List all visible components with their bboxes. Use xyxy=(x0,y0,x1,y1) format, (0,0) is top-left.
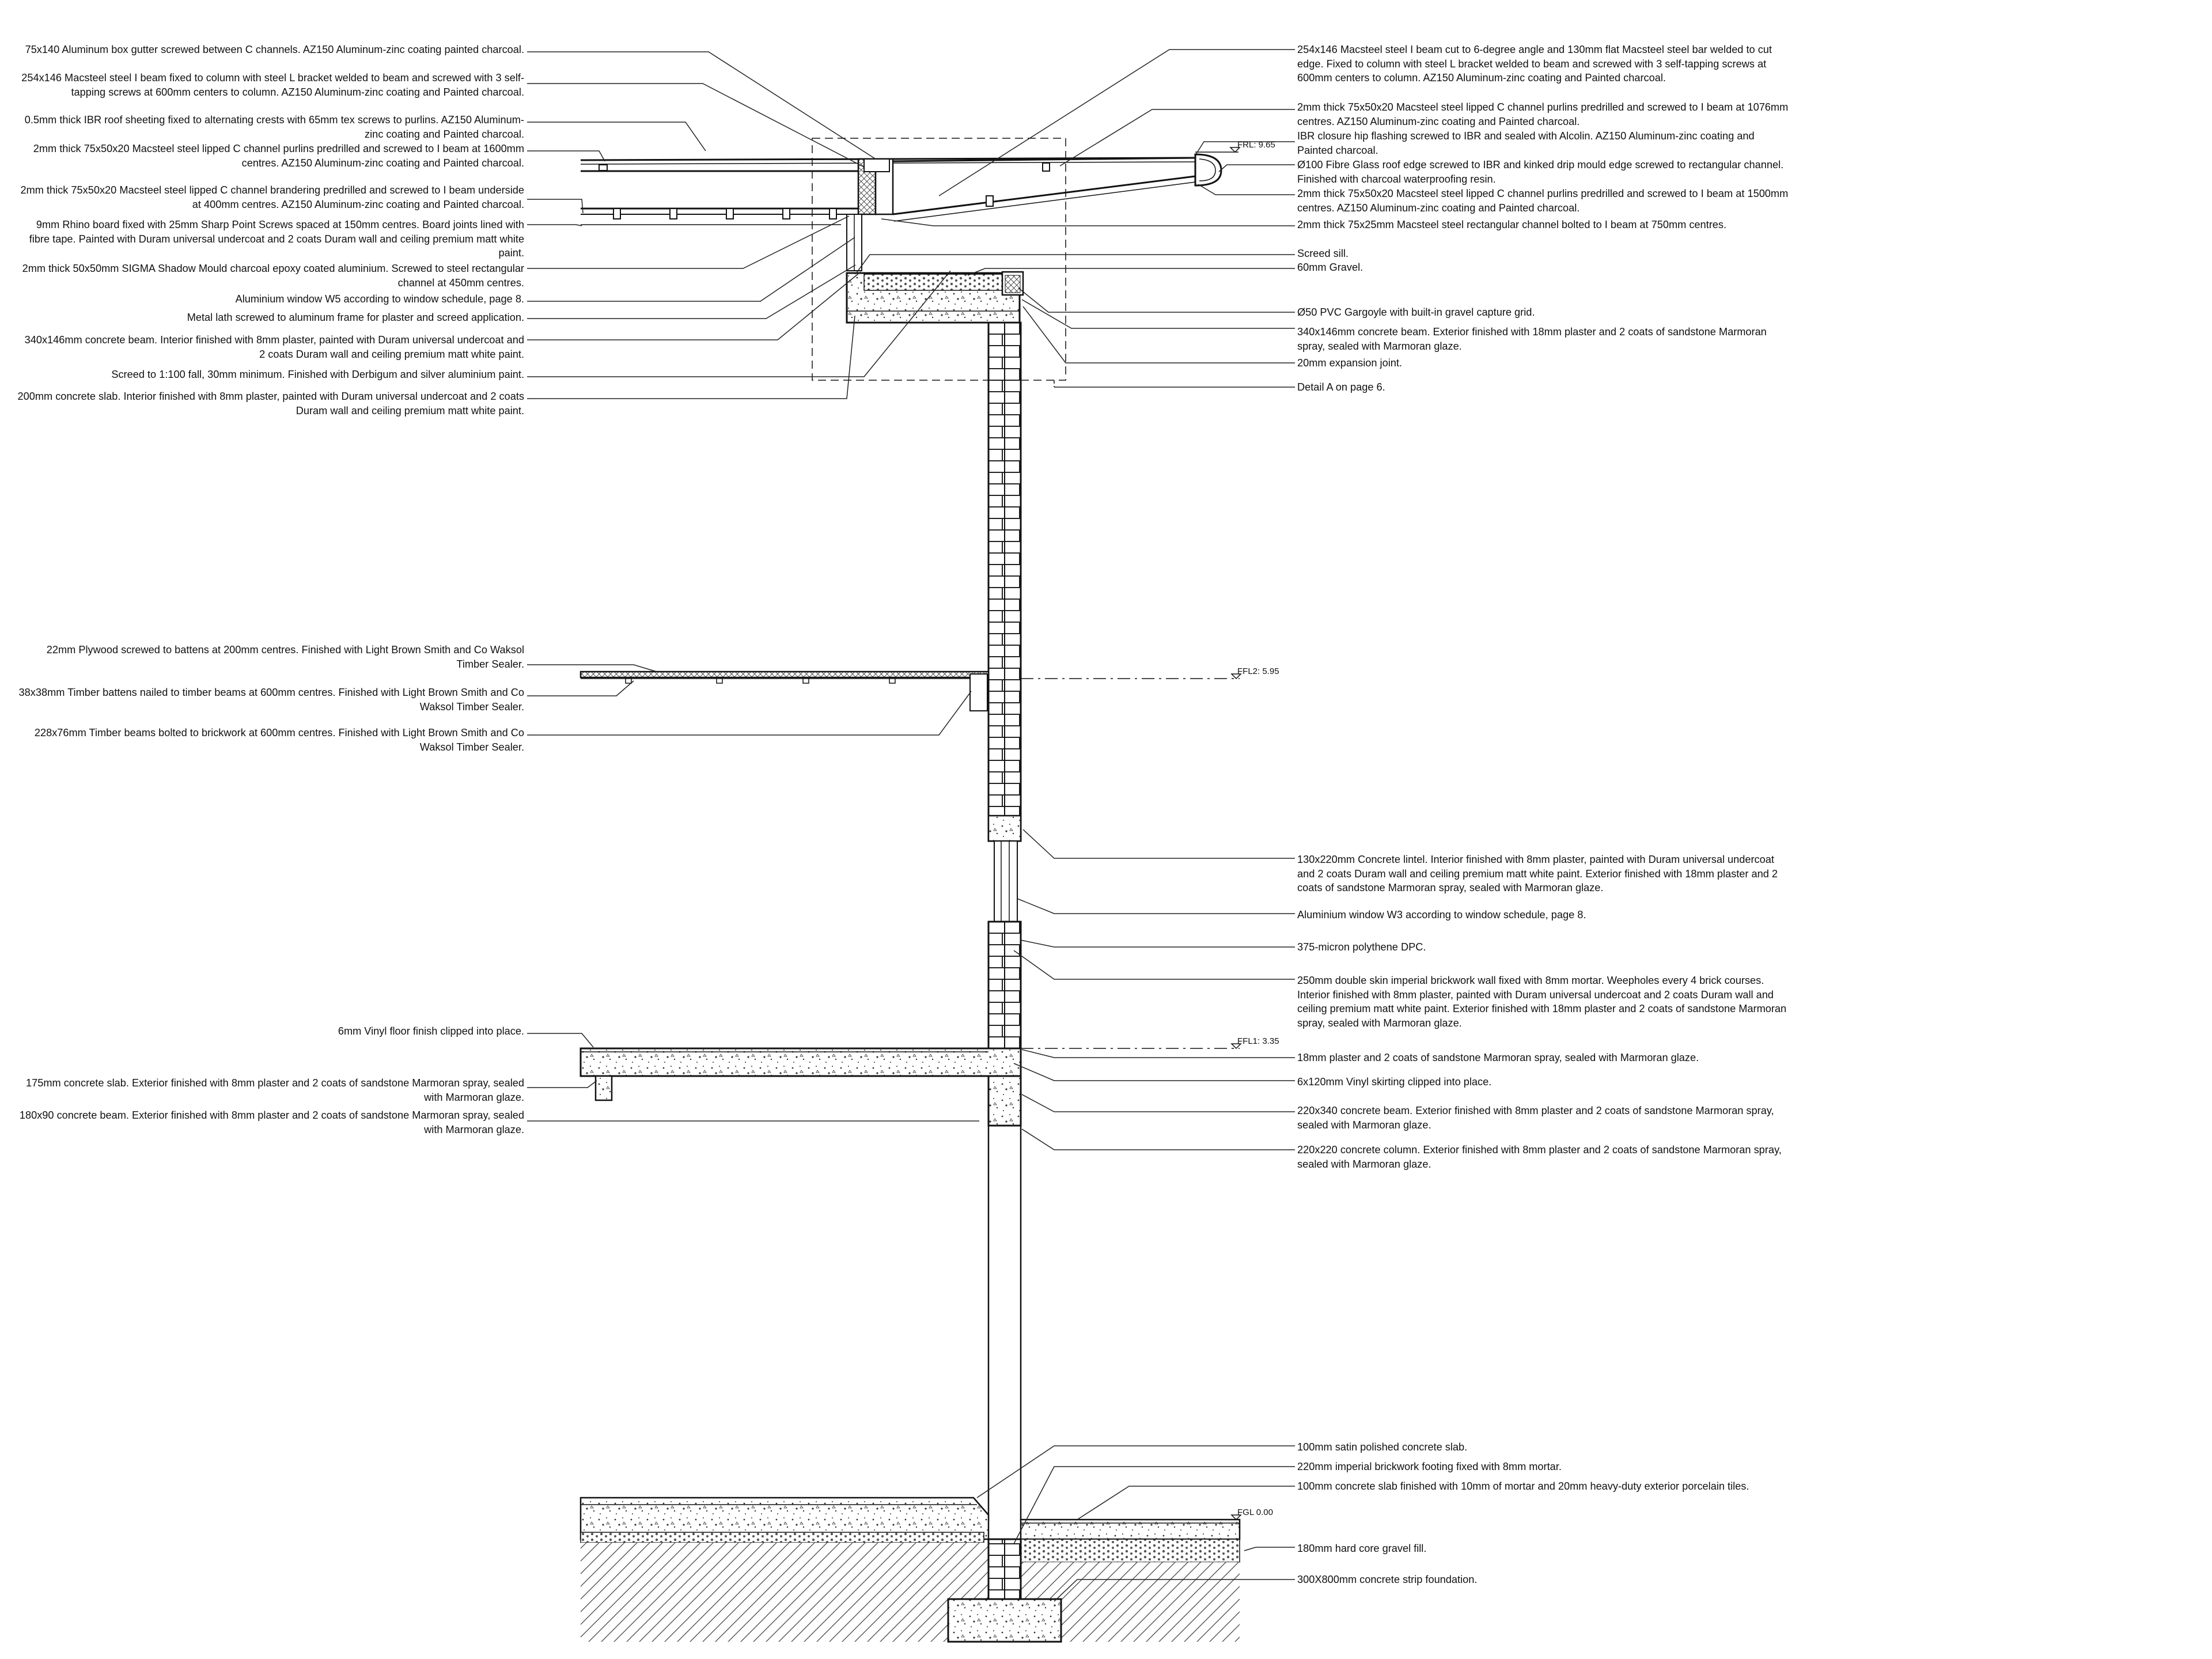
annotation-strip-foundation: 300X800mm concrete strip foundation. xyxy=(1297,1574,1478,1585)
annotation-gravel: 60mm Gravel. xyxy=(1297,262,1363,273)
annotation-steel-i-beam: 254x146 Macsteel steel I beam fixed to column with steel L bracket welded to beam and screwed with 3 self-tapping screws at 600mm centers to column. AZ150 Aluminum-zinc coating and Painted charcoal. xyxy=(21,72,524,98)
annotation-screed-sill: Screed sill. xyxy=(1297,248,1349,259)
annotation-window-w5: Aluminium window W5 according to window schedule, page 8. xyxy=(235,293,524,305)
annotation-vinyl-floor: 6mm Vinyl floor finish clipped into place. xyxy=(338,1025,524,1037)
annotation-pvc-gargoyle: Ø50 PVC Gargoyle with built-in gravel capture grid. xyxy=(1297,306,1535,318)
annotation-detail-a: Detail A on page 6. xyxy=(1297,381,1385,393)
annotation-window-w3: Aluminium window W3 according to window schedule, page 8. xyxy=(1297,909,1586,921)
annotation-cut-i-beam: 254x146 Macsteel steel I beam cut to 6-degree angle and 130mm flat Macsteel steel bar welded to cut edge. Fixed to column with steel L bracket welded to beam and screwed with 3 self-tapping screws at 600mm centers to column. AZ150 Aluminum-zinc coating and Painted charcoal. xyxy=(1297,44,1772,84)
lintel-and-window xyxy=(988,816,1021,922)
annotation-concrete-beam-ext: 340x146mm concrete beam. Exterior finished with 18mm plaster and 2 coats of sandstone Marmoran spray, sealed with Marmoran glaze. xyxy=(1297,326,1767,352)
annotation-hard-core-fill: 180mm hard core gravel fill. xyxy=(1297,1543,1427,1554)
annotation-box-gutter: 75x140 Aluminum box gutter screwed between C channels. AZ150 Aluminum-zinc coating painted charcoal. xyxy=(25,44,524,55)
annotation-expansion-joint: 20mm expansion joint. xyxy=(1297,357,1402,369)
roof-assembly xyxy=(581,138,1221,387)
annotation-screed: Screed to 1:100 fall, 30mm minimum. Finished with Derbigum and silver aluminium paint. xyxy=(111,369,524,380)
annotation-brickwork-wall: 250mm double skin imperial brickwork wall fixed with 8mm mortar. Weepholes every 4 brick courses. Interior finished with 8mm plaster, painted with Duram universal undercoat and 2 coats Duram wall and ceiling premium matt white paint. Exterior finished with 18mm plaster and 2 coats of sandstone Marmoran spray, sealed with Marmoran glaze. xyxy=(1297,975,1787,1029)
annotation-concrete-slab-175: 175mm concrete slab. Exterior finished with 8mm plaster and 2 coats of sandstone Marmoran spray, sealed with Marmoran glaze. xyxy=(26,1077,524,1103)
level-ffl1: FFL1: 3.35 xyxy=(1237,1036,1279,1046)
level-fgl: FGL 0.00 xyxy=(1237,1508,1273,1517)
annotation-closure-flashing: IBR closure hip flashing screwed to IBR and sealed with Alcolin. AZ150 Aluminum-zinc coating and Painted charcoal. xyxy=(1297,130,1755,156)
level-markers xyxy=(1021,147,1241,1520)
annotation-concrete-beam-180: 180x90 concrete beam. Exterior finished with 8mm plaster and 2 coats of sandstone Marmoran spray, sealed with Marmoran glaze. xyxy=(19,1109,524,1135)
level-ffl2: FFL2: 5.95 xyxy=(1237,666,1279,676)
annotation-purlins-1076: 2mm thick 75x50x20 Macsteel steel lipped C channel purlins predrilled and screwed to I beam at 1076mm centres. AZ150 Aluminum-zinc coating and Painted charcoal. xyxy=(1297,101,1789,127)
floor-2 xyxy=(581,672,988,711)
annotation-rectangular-channel: 2mm thick 75x25mm Macsteel steel rectangular channel bolted to I beam at 750mm centres. xyxy=(1297,219,1727,230)
annotation-timber-battens: 38x38mm Timber battens nailed to timber beams at 600mm centres. Finished with Light Brown Smith and Co Waksol Timber Sealer. xyxy=(18,687,524,713)
annotation-concrete-beam-340: 340x146mm concrete beam. Interior finished with 8mm plaster, painted with Duram universal undercoat and 2 coats Duram wall and ceiling premium matt white paint. xyxy=(24,334,524,360)
annotation-timber-beams: 228x76mm Timber beams bolted to brickwork at 600mm centres. Finished with Light Brown Smith and Co Waksol Timber Sealer. xyxy=(34,727,524,753)
annotation-purlins-1500: 2mm thick 75x50x20 Macsteel steel lipped C channel purlins predrilled and screwed to I beam at 1500mm centres. AZ150 Aluminum-zinc coating and Painted charcoal. xyxy=(1297,188,1789,214)
annotation-polished-slab: 100mm satin polished concrete slab. xyxy=(1297,1441,1468,1453)
annotation-purlins: 2mm thick 75x50x20 Macsteel steel lipped C channel purlins predrilled and screwed to I beam at 1600mm centres. AZ150 Aluminum-zinc coating and Painted charcoal. xyxy=(33,143,524,169)
annotation-vinyl-skirting: 6x120mm Vinyl skirting clipped into place. xyxy=(1297,1076,1492,1088)
annotation-brick-footing: 220mm imperial brickwork footing fixed with 8mm mortar. xyxy=(1297,1461,1562,1472)
lower-brick-wall xyxy=(988,922,1021,1048)
annotation-shadow-mould: 2mm thick 50x50mm SIGMA Shadow Mould charcoal epoxy coated aluminium. Screwed to steel rectangular channel at 450mm centres. xyxy=(22,263,524,289)
annotation-brandering: 2mm thick 75x50x20 Macsteel steel lipped C channel brandering predrilled and screwed to I beam underside at 400mm centres. AZ150 Aluminum-zinc coating and Painted charcoal. xyxy=(20,184,524,210)
floor-1 xyxy=(581,1048,1021,1126)
annotation-concrete-lintel: 130x220mm Concrete lintel. Interior finished with 8mm plaster, painted with Duram universal undercoat and 2 coats Duram wall and ceiling premium matt white paint. Exterior finished with 18mm plaster and 2 coats of sandstone Marmoran spray, sealed with Marmoran glaze. xyxy=(1297,854,1778,893)
annotation-rhino-board: 9mm Rhino board fixed with 25mm Sharp Point Screws spaced at 150mm centres. Board joints lined with fibre tape. Painted with Duram universal undercoat and 2 coats Duram wall and ceiling premium matt white paint. xyxy=(29,219,524,259)
concrete-column xyxy=(988,1126,1021,1521)
foundation xyxy=(581,1498,1240,1642)
annotation-exterior-slab: 100mm concrete slab finished with 10mm of mortar and 20mm heavy-duty exterior porcelain tiles. xyxy=(1297,1480,1749,1492)
annotation-concrete-slab-200: 200mm concrete slab. Interior finished with 8mm plaster, painted with Duram universal undercoat and 2 coats Duram wall and ceiling premium matt white paint. xyxy=(17,391,524,416)
annotation-ibr-roof-sheeting: 0.5mm thick IBR roof sheeting fixed to alternating crests with 65mm tex screws to purlins. AZ150 Aluminum-zinc coating and Painted charcoal. xyxy=(24,114,524,140)
roof-slab xyxy=(847,272,1023,323)
level-frl: FRL: 9.65 xyxy=(1237,140,1275,150)
annotation-metal-lath: Metal lath screwed to aluminum frame for plaster and screed application. xyxy=(187,312,524,323)
annotation-concrete-beam-220: 220x340 concrete beam. Exterior finished with 8mm plaster and 2 coats of sandstone Marmoran spray, sealed with Marmoran glaze. xyxy=(1297,1105,1774,1131)
annotation-dpc: 375-micron polythene DPC. xyxy=(1297,941,1426,953)
upper-brick-wall xyxy=(988,323,1021,841)
annotation-fibre-glass-edge: Ø100 Fibre Glass roof edge screwed to IBR and kinked drip mould edge screwed to rectangular channel. Finished with charcoal waterproofing resin. xyxy=(1297,159,1784,185)
annotation-plywood: 22mm Plywood screwed to battens at 200mm centres. Finished with Light Brown Smith and Co Waksol Timber Sealer. xyxy=(46,644,524,670)
annotation-concrete-column: 220x220 concrete column. Exterior finished with 8mm plaster and 2 coats of sandstone Marmoran spray, sealed with Marmoran glaze. xyxy=(1297,1144,1782,1170)
annotation-exterior-plaster: 18mm plaster and 2 coats of sandstone Marmoran spray, sealed with Marmoran glaze. xyxy=(1297,1052,1699,1063)
